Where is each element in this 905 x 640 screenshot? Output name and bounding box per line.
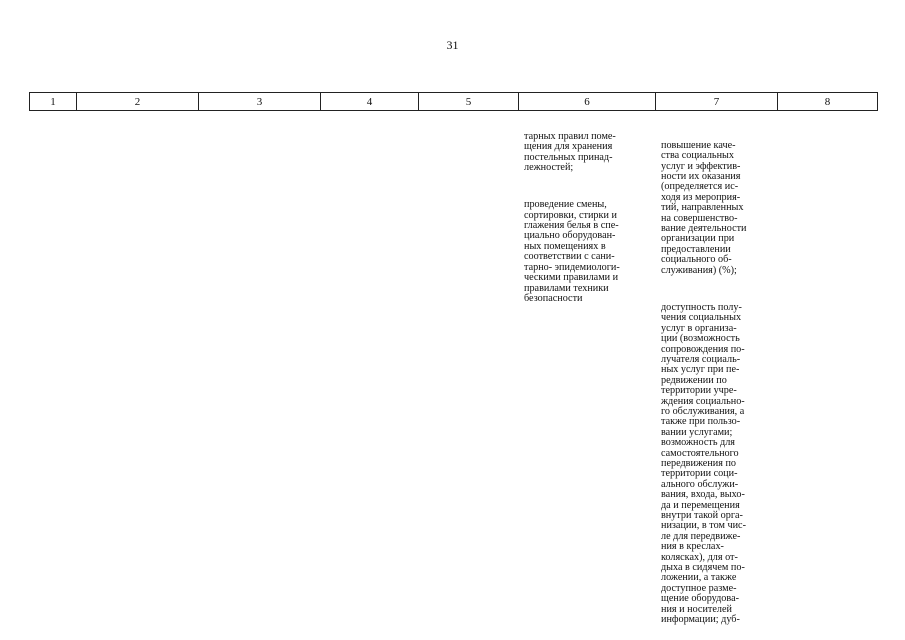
page-number: 31 [446, 38, 459, 52]
column-7-paragraph: повышение каче- ства социальных услуг и эффектив- ности их оказания (определяется ис- ходя из мероприя- тий, направленных на совершенство- вание деятельности организации при предоставлении социального об- служивания) (%); [661, 139, 747, 276]
column-7-text [661, 120, 747, 636]
header-cell-5: 5 [419, 93, 519, 111]
header-cell-3: 3 [199, 93, 321, 111]
header-cell-4: 4 [321, 93, 419, 111]
column-number-header-table [29, 92, 878, 111]
header-cell-2: 2 [77, 93, 199, 111]
header-row [30, 93, 878, 111]
header-cell-1: 1 [30, 93, 77, 111]
column-6-paragraph: тарных правил поме- щения для хранения постельных принад- лежностей; [524, 130, 616, 174]
column-6-paragraph: проведение смены, сортировки, стирки и глажения белья в спе- циально оборудован- ных помещениях в соответствии с сани- тарно- эпидемиологи- ческими правилами и правилами техники безопасности [524, 199, 620, 304]
header-cell-7: 7 [656, 93, 778, 111]
column-6-text [524, 111, 620, 315]
column-7-paragraph: доступность полу- чения социальных услуг в организа- ции (возможность сопровождения по- лучателя социаль- ных услуг при пе- редвижении по территории учре- ждения социально- го обслуживания, а также при пользо- вании услугами; возможность для самостоятельного передвижения по территории соци- ального обслужи- вания, входа, выхо- да и перемещения внутри такой орга- низации, в том чис- ле для передвиже- ния в креслах- колясках), для от- дыха в сидячем по- ложении, а также доступное разме- щение оборудова- ния и носителей информации; дуб- [661, 301, 746, 626]
header-cell-6: 6 [519, 93, 656, 111]
header-cell-8: 8 [778, 93, 878, 111]
